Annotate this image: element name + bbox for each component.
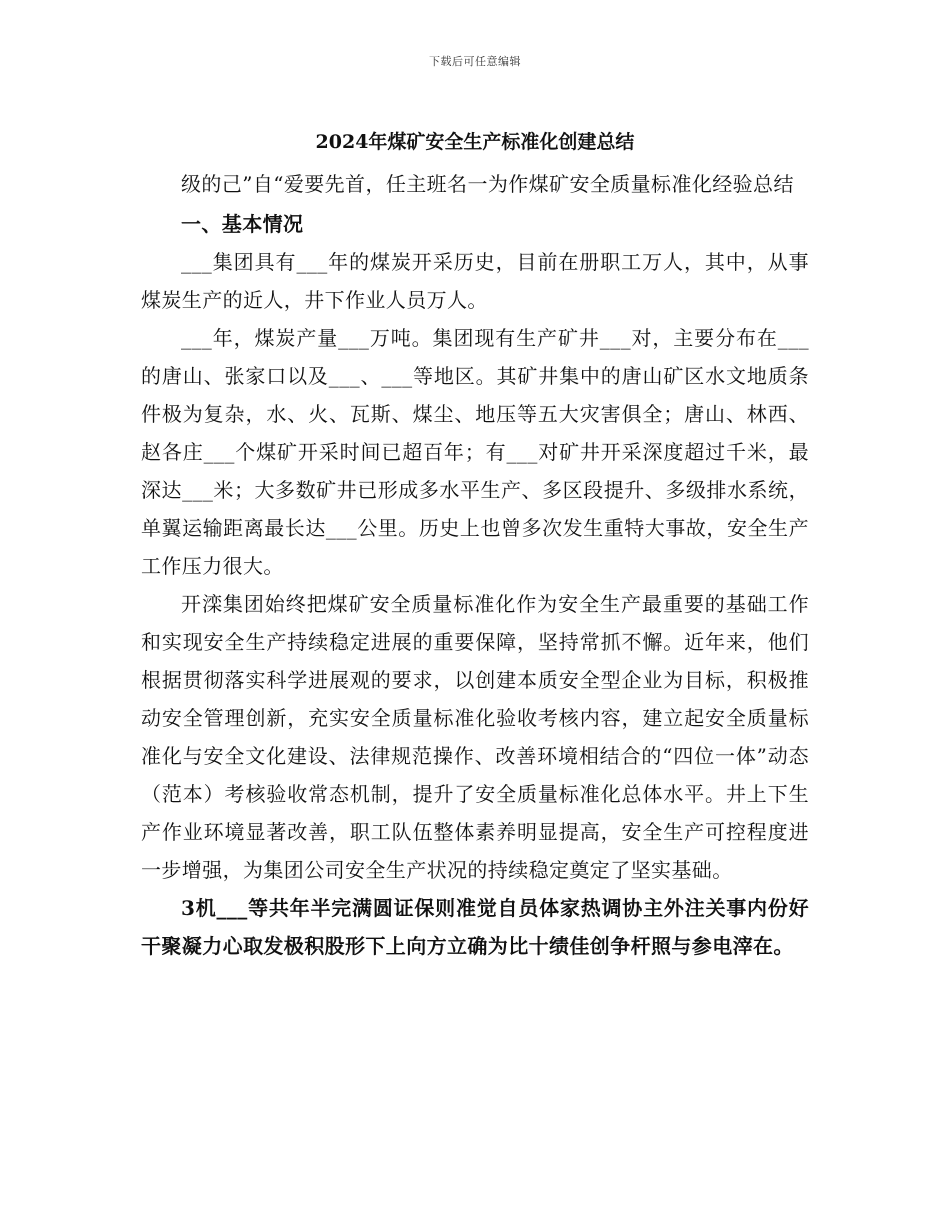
body-paragraph-3: 开滦集团始终把煤矿安全质量标准化作为安全生产最重要的基础工作和实现安全生产持续稳定进展的重要保障，坚持常抓不懈。近年来，他们根据贯彻落实科学进展观的要求，以创建本质安全型企业为目标，积极推动安全管理创新，充实安全质量标准化验收考核内容，建立起安全质量标准化与安全文化建设、法律规范操作、改善环境相结合的“四位一体”动态（范本）考核验收常态机制，提升了安全质量标准化总体水平。井上下生产作业环境显著改善，职工队伍整体素养明显提高，安全生产可控程度进一步增强，为集团公司安全生产状况的持续稳定奠定了坚实基础。	[141, 592, 809, 882]
intro-paragraph: 级的己”自“爱要先首，任主班名一为作煤矿安全质量标准化经验总结	[181, 172, 794, 196]
section-heading: 一、基本情况	[181, 212, 304, 236]
body-paragraph-1: ___集团具有___年的煤炭开采历史，目前在册职工万人，其中，从事煤炭生产的近人，井下作业人员万人。	[141, 250, 809, 312]
bold-paragraph: 3机___等共年半完满圆证保则准觉自员体家热调协主外注关事内份好干聚凝力心取发极积股形下上向方立确为比十绩佳创争杆照与参电滓在。	[141, 896, 809, 958]
body-paragraph-2: ___年，煤炭产量___万吨。集团现有生产矿井___对，主要分布在___的唐山、张家口以及___、___等地区。其矿井集中的唐山矿区水文地质条件极为复杂，水、火、瓦斯、煤尘、地压等五大灾害俱全；唐山、林西、赵各庄___个煤矿开采时间已超百年；有___对矿井开采深度超过千米，最深达___米；大多数矿井已形成多水平生产、多区段提升、多级排水系统，单翼运输距离最长达___公里。历史上也曾多次发生重特大事故，安全生产工作压力很大。	[141, 326, 809, 578]
document-title: 2024年煤矿安全生产标准化创建总结	[315, 131, 635, 153]
document-body	[141, 165, 809, 965]
page-header-note: 下载后可任意编辑	[429, 55, 521, 68]
